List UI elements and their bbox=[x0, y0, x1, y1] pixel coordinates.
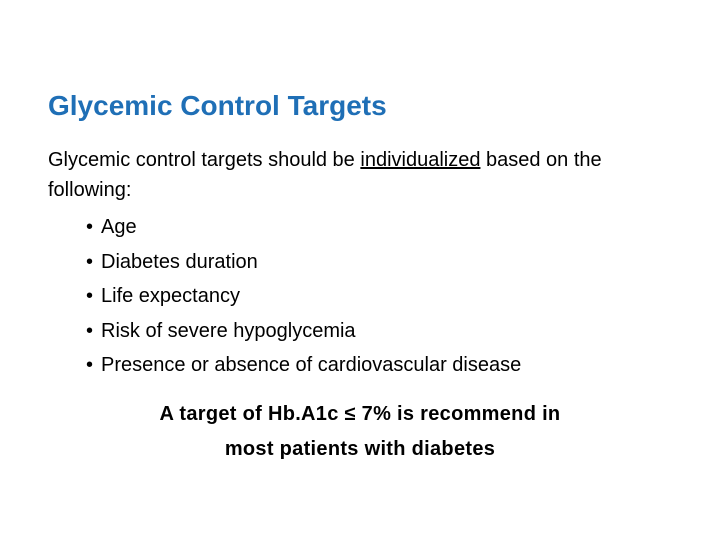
intro-text-before: Glycemic control targets should be bbox=[48, 149, 361, 171]
list-item bbox=[86, 314, 521, 349]
list-item bbox=[86, 245, 521, 280]
list-item bbox=[86, 348, 521, 383]
intro-emphasis: individualized bbox=[360, 149, 481, 171]
bullet-icon: • bbox=[86, 216, 94, 238]
list-item-label: Risk of severe hypoglycemia bbox=[101, 319, 356, 342]
list-item bbox=[86, 279, 521, 314]
slide-title: Glycemic Control Targets bbox=[48, 90, 387, 121]
list-item-label: Age bbox=[101, 216, 137, 238]
intro-paragraph bbox=[48, 145, 688, 205]
intro-text-after: based on the following: bbox=[48, 149, 602, 201]
list-item bbox=[86, 210, 521, 245]
bullet-icon: • bbox=[86, 319, 94, 342]
recommendation-note bbox=[60, 397, 660, 467]
recommendation-line-1: A target of Hb.A1c ≤ 7% is recommend in bbox=[159, 403, 561, 425]
bullet-icon: • bbox=[86, 250, 94, 273]
criteria-list bbox=[86, 210, 521, 383]
list-item-label: Presence or absence of cardiovascular disease bbox=[101, 354, 522, 376]
recommendation-line-2: most patients with diabetes bbox=[224, 438, 496, 460]
list-item-label: Life expectancy bbox=[101, 285, 240, 307]
bullet-icon: • bbox=[86, 354, 94, 376]
bullet-icon: • bbox=[86, 285, 94, 307]
list-item-label: Diabetes duration bbox=[101, 250, 258, 273]
